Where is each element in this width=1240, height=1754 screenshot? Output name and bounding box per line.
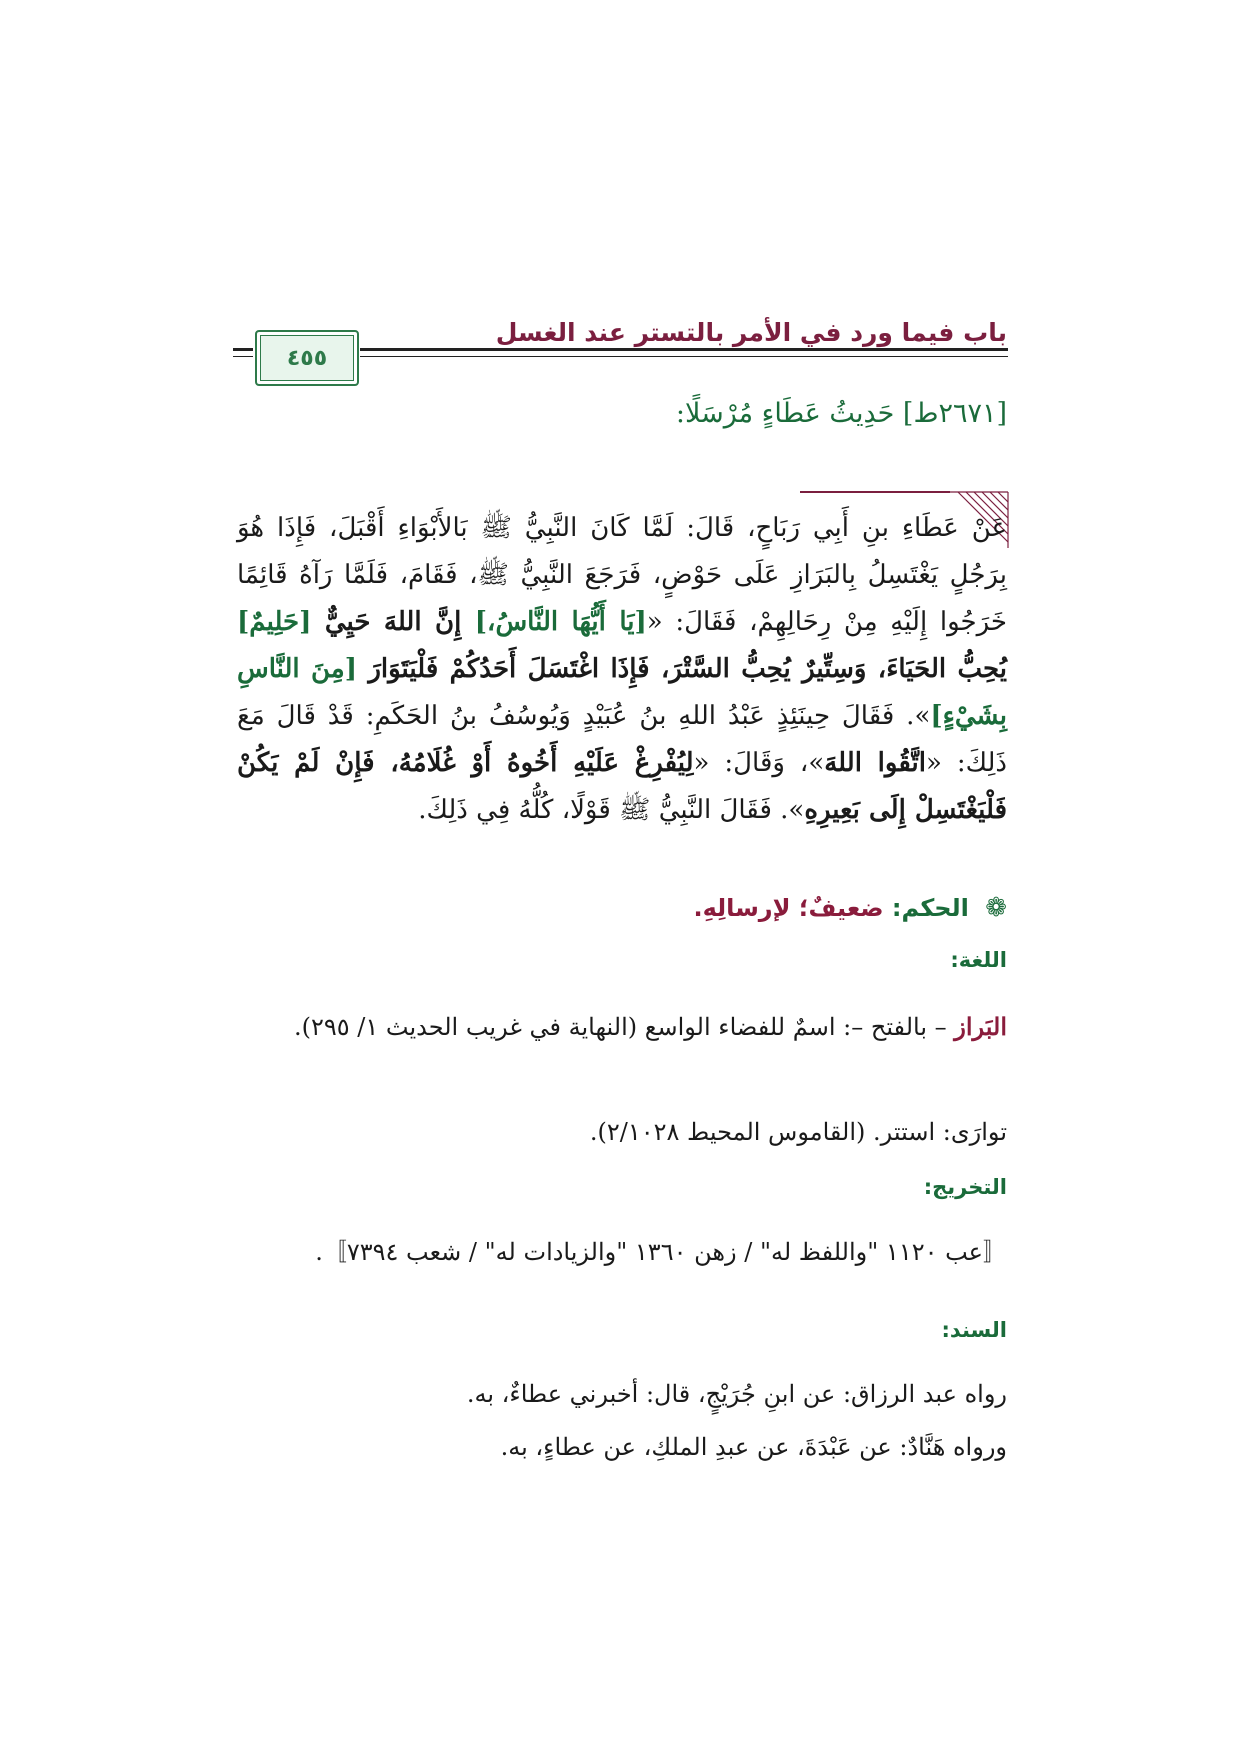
sanad-line: رواه عبد الرزاق: عن ابنِ جُرَيْجٍ، قال: أخبرني عطاءٌ، به. [466, 1380, 1007, 1408]
header-rule-left-thin [233, 356, 253, 357]
hadith-text [237, 505, 1007, 834]
section-language-label: اللغة: [950, 948, 1007, 972]
hadith-text-part: ». فَقَالَ حِينَئِذٍ عَبْدُ اللهِ بنُ عُبَيْدٍ وَيُوسُفُ بنُ الحَكَمِ: قَدْ قَالَ مَعَ ذَلِكَ: « [237, 701, 1007, 778]
ruling-value: ضعيفٌ؛ لإرسالِهِ. [693, 894, 884, 922]
quote-top-line [800, 491, 950, 493]
hadith-quote: يُحِبُّ الحَيَاءَ، وَسِتِّيرٌ يُحِبُّ السَّتْرَ، فَإِذَا اغْتَسَلَ أَحَدُكُمْ فَلْيَتَوَارَ [357, 654, 1007, 684]
hadith-text-part: »، وَقَالَ: « [693, 748, 825, 778]
hadith-heading [676, 398, 1007, 429]
hadith-text-part: عَنْ عَطَاءِ بنِ أَبِي رَبَاحٍ، قَالَ: لَمَّا كَانَ النَّبِيُّ ﷺ بَالأَبْوَاءِ أَقْبَلَ، فَإِذَا هُوَ بِرَجُلٍ يَغْتَسِلُ بِالبَرَازِ عَلَى حَوْضٍ، فَرَجَعَ النَّبِيُّ ﷺ، فَقَامَ، فَلَمَّا رَآهُ قَائِمًا خَرَجُوا إِلَيْهِ مِنْ رِحَالِهِمْ، فَقَالَ: « [237, 513, 1007, 637]
header-rule-thin [360, 356, 1008, 357]
language-definition: – بالفتح –: اسمٌ للفضاء الواسع (النهاية في غريب الحديث ١/ ٢٩٥). [293, 1013, 955, 1041]
flower-icon: ❁ [985, 893, 1007, 923]
language-note [227, 1005, 1007, 1049]
page-number: ٤٥٥ [286, 345, 328, 371]
hadith-text-part: ». فَقَالَ النَّبِيُّ ﷺ قَوْلًا، كُلُّهُ فِي ذَلِكَ. [418, 795, 805, 825]
page-number-badge [255, 330, 359, 386]
hadith-quote: لِيُفْرِغْ عَلَيْهِ أَخُوهُ أَوْ غُلَامُهُ، فَإِنْ لَمْ يَكُنْ فَلْيَغْتَسِلْ إِلَى بَعِيرِهِ [237, 748, 1007, 825]
ruling-label: الحكم: [891, 894, 969, 922]
section-takhrij-label: التخريج: [923, 1175, 1007, 1199]
hadith-quote: إِنَّ اللهَ حَيِيٌّ [311, 607, 475, 637]
hadith-number: [٢٦٧١ط] [902, 398, 1007, 429]
section-sanad-label: السند: [941, 1318, 1007, 1342]
hadith-addition: [مِنَ النَّاسِ بِشَيْءٍ] [237, 654, 1007, 731]
sanad-line: ورواه هَنَّادٌ: عن عَبْدَةَ، عن عبدِ الملكِ، عن عطاءٍ، به. [500, 1433, 1007, 1461]
hadith-addition: [يَا أَيُّهَا النَّاسُ،] [474, 607, 647, 637]
hadith-addition: [حَلِيمٌ] [237, 607, 312, 637]
takhrij-text: 〚عب ١١٢٠ "واللفظ له" / زهن ١٣٦٠ "والزيادات له" / شعب ٧٣٩٤〛. [315, 1238, 1007, 1266]
hadith-title: حَدِيثُ عَطَاءٍ مُرْسَلًا: [675, 398, 895, 429]
language-note-2: توارَى: استتر. (القاموس المحيط ٢/١٠٢٨). [589, 1118, 1007, 1146]
chapter-title: باب فيما ورد في الأمر بالتستر عند الغسل [495, 318, 1007, 347]
header-rule [360, 348, 1008, 351]
header-rule-left [233, 348, 253, 351]
language-term: البَراز [954, 1012, 1007, 1041]
hadith-quote: اتَّقُوا اللهَ [824, 748, 926, 778]
ruling [694, 893, 1008, 923]
